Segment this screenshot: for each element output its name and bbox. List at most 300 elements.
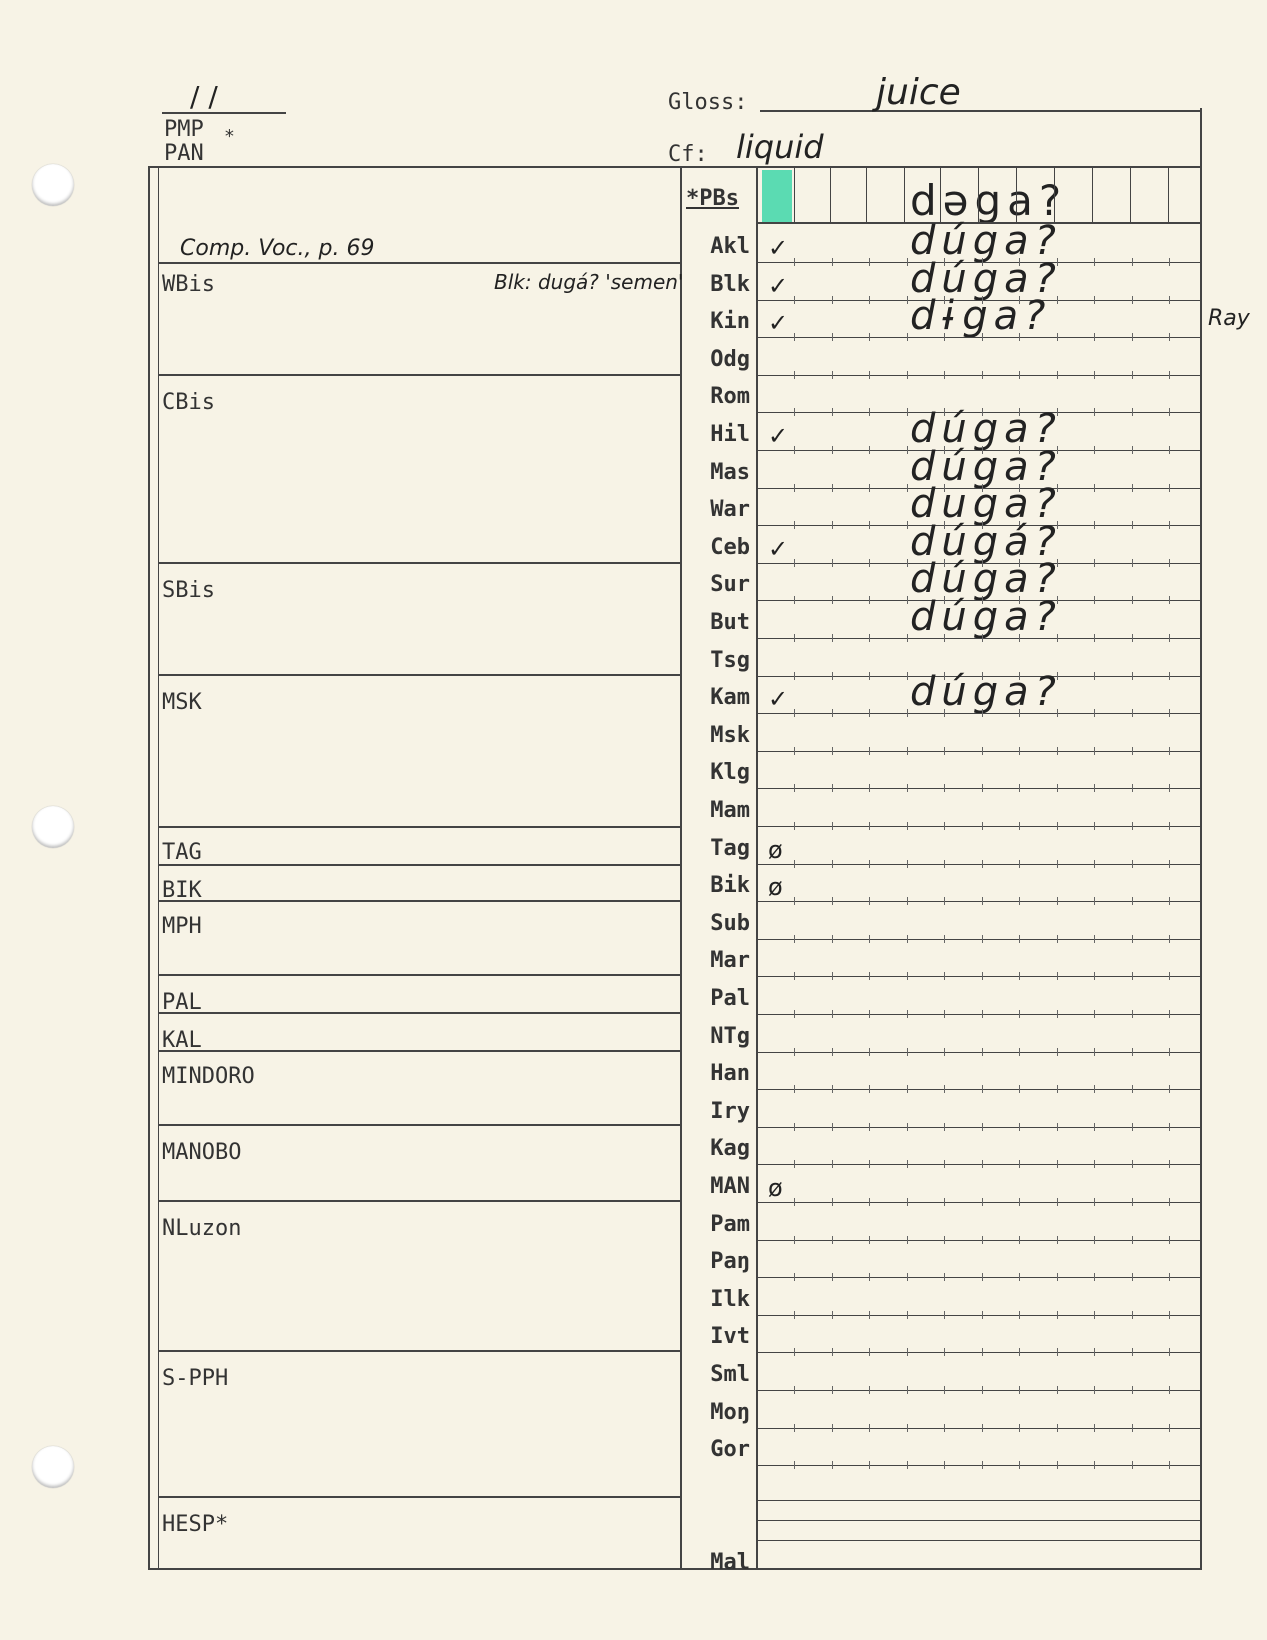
row-tick (869, 371, 870, 379)
row-tick (869, 935, 870, 943)
row-tick (869, 1273, 870, 1281)
row-tick (832, 784, 833, 792)
row-tick (832, 1348, 833, 1356)
row-tick (907, 258, 908, 266)
row-tick (944, 709, 945, 717)
row-tick (1094, 709, 1095, 717)
region-label: TAG (162, 840, 202, 865)
row-tick (1094, 1461, 1095, 1469)
row-tick (794, 972, 795, 980)
center-divider (680, 166, 682, 1570)
row-tick (982, 1424, 983, 1432)
row-tick (832, 860, 833, 868)
row-tick (832, 258, 833, 266)
cell-divider (866, 166, 867, 222)
row-tick (832, 371, 833, 379)
row-line (756, 1014, 1202, 1015)
row-tick (1094, 1386, 1095, 1394)
row-tick (869, 897, 870, 905)
row-line (756, 713, 1202, 714)
row-tick (869, 1386, 870, 1394)
row-tick (832, 897, 833, 905)
row-tick (907, 371, 908, 379)
row-line (756, 1127, 1202, 1128)
row-tick (1019, 747, 1020, 755)
row-tick (869, 521, 870, 529)
row-tick (1169, 484, 1170, 492)
row-tick (907, 559, 908, 567)
row-tick (1132, 897, 1133, 905)
row-tick (907, 1386, 908, 1394)
row-tick (982, 897, 983, 905)
row-line (756, 1277, 1202, 1278)
row-tick (1169, 333, 1170, 341)
row-tick (1019, 1461, 1020, 1469)
row-tick (794, 446, 795, 454)
row-tick (982, 634, 983, 642)
language-code: Tag (710, 835, 750, 861)
wbis-note: Blk: dugá? 'semen' (494, 270, 684, 294)
row-tick (944, 371, 945, 379)
row-tick (944, 747, 945, 755)
row-tick (907, 408, 908, 416)
row-tick (1132, 333, 1133, 341)
row-tick (907, 897, 908, 905)
row-tick (1094, 747, 1095, 755)
row-tick (1057, 972, 1058, 980)
row-tick (982, 1010, 983, 1018)
row-tick (794, 333, 795, 341)
row-tick (1057, 1048, 1058, 1056)
language-code: Kag (710, 1136, 750, 1162)
row-tick (944, 333, 945, 341)
region-label: HESP* (162, 1512, 229, 1537)
row-tick (944, 897, 945, 905)
row-tick (944, 1085, 945, 1093)
row-tick (907, 1461, 908, 1469)
region-divider (158, 900, 680, 902)
row-tick (1094, 258, 1095, 266)
row-tick (1019, 1386, 1020, 1394)
row-tick (907, 1123, 908, 1131)
row-tick (869, 747, 870, 755)
row-tick (1094, 1085, 1095, 1093)
row-line (756, 901, 1202, 902)
language-form: dúga? (910, 443, 1062, 490)
row-tick (1057, 935, 1058, 943)
language-code: MAN (710, 1174, 750, 1199)
row-line (756, 1240, 1202, 1241)
row-tick (1132, 747, 1133, 755)
row-tick (794, 634, 795, 642)
row-tick (832, 709, 833, 717)
row-tick (1094, 333, 1095, 341)
cell-divider (904, 166, 905, 222)
region-divider (158, 562, 680, 564)
cell-divider (1130, 166, 1131, 222)
row-tick (1169, 258, 1170, 266)
row-line (756, 1540, 1202, 1541)
row-tick (1169, 1236, 1170, 1244)
row-tick (832, 935, 833, 943)
row-tick (1019, 1311, 1020, 1319)
language-mark: ✓ (768, 309, 789, 338)
row-tick (982, 1198, 983, 1206)
language-form: dúgá? (910, 518, 1062, 565)
row-tick (869, 822, 870, 830)
language-code: Ilk (710, 1286, 750, 1312)
row-tick (869, 1348, 870, 1356)
row-line (756, 1465, 1202, 1466)
row-tick (982, 1311, 983, 1319)
row-tick (907, 596, 908, 604)
row-tick (832, 672, 833, 680)
row-tick (869, 709, 870, 717)
row-tick (1094, 484, 1095, 492)
row-tick (1094, 822, 1095, 830)
row-tick (1132, 1236, 1133, 1244)
row-tick (1132, 1461, 1133, 1469)
row-tick (794, 747, 795, 755)
language-code: Paŋ (710, 1249, 750, 1275)
row-tick (944, 1123, 945, 1131)
row-tick (1132, 1311, 1133, 1319)
row-tick (832, 521, 833, 529)
row-tick (832, 1048, 833, 1056)
row-tick (832, 296, 833, 304)
row-tick (1057, 1348, 1058, 1356)
region-label: MINDORO (162, 1064, 255, 1089)
row-tick (1094, 1424, 1095, 1432)
row-tick (1019, 1160, 1020, 1168)
row-tick (1169, 446, 1170, 454)
row-tick (982, 1236, 983, 1244)
row-tick (869, 972, 870, 980)
row-tick (907, 296, 908, 304)
row-tick (1094, 1348, 1095, 1356)
row-tick (794, 1048, 795, 1056)
row-tick (1019, 1348, 1020, 1356)
row-tick (832, 1160, 833, 1168)
row-tick (1169, 747, 1170, 755)
row-tick (1132, 484, 1133, 492)
pan-label: PAN (164, 141, 204, 166)
row-tick (1132, 296, 1133, 304)
row-tick (944, 935, 945, 943)
row-line (756, 751, 1202, 752)
region-divider (158, 1350, 680, 1352)
language-code: Han (710, 1061, 750, 1087)
row-tick (794, 897, 795, 905)
row-tick (907, 446, 908, 454)
row-tick (907, 1348, 908, 1356)
language-mark: ✓ (768, 234, 789, 262)
row-tick (1019, 860, 1020, 868)
reference-note: Comp. Voc., p. 69 (180, 236, 375, 261)
language-mark: ø (768, 835, 783, 864)
row-line (756, 1428, 1202, 1429)
row-tick (982, 822, 983, 830)
language-code: Blk (710, 271, 750, 297)
row-tick (1094, 784, 1095, 792)
region-label: MSK (162, 690, 202, 715)
row-tick (1132, 1048, 1133, 1056)
row-tick (869, 333, 870, 341)
row-tick (1094, 596, 1095, 604)
row-tick (1094, 1311, 1095, 1319)
row-tick (982, 1160, 983, 1168)
row-tick (944, 972, 945, 980)
row-tick (1169, 1461, 1170, 1469)
row-tick (907, 1048, 908, 1056)
row-tick (832, 747, 833, 755)
row-tick (794, 296, 795, 304)
language-code: Klg (710, 760, 750, 786)
row-tick (907, 484, 908, 492)
row-tick (944, 1348, 945, 1356)
row-tick (1169, 897, 1170, 905)
row-tick (907, 1198, 908, 1206)
row-tick (869, 672, 870, 680)
row-tick (832, 408, 833, 416)
language-form: dúga? (910, 556, 1062, 603)
row-tick (869, 408, 870, 416)
row-tick (832, 484, 833, 492)
cell-divider (1016, 166, 1017, 222)
row-tick (1094, 446, 1095, 454)
region-divider (158, 1200, 680, 1202)
row-tick (1057, 1123, 1058, 1131)
row-tick (907, 822, 908, 830)
row-line (756, 826, 1202, 827)
row-line (756, 864, 1202, 865)
row-tick (907, 1160, 908, 1168)
row-tick (832, 1386, 833, 1394)
row-line (756, 1052, 1202, 1053)
row-tick (1094, 1236, 1095, 1244)
row-tick (1132, 709, 1133, 717)
row-tick (869, 596, 870, 604)
row-tick (982, 1461, 983, 1469)
row-tick (1094, 672, 1095, 680)
row-tick (794, 371, 795, 379)
row-tick (1132, 1198, 1133, 1206)
left-border (148, 166, 150, 1570)
language-code: Ivt (710, 1324, 750, 1350)
language-code: NTg (710, 1023, 750, 1049)
language-code: Ceb (710, 534, 750, 560)
row-tick (1132, 596, 1133, 604)
cell-divider (978, 166, 979, 222)
row-tick (1057, 371, 1058, 379)
row-tick (869, 1048, 870, 1056)
row-tick (1169, 634, 1170, 642)
region-divider (158, 974, 680, 976)
cell-divider (1092, 166, 1093, 222)
row-tick (1094, 860, 1095, 868)
right-border (1200, 108, 1202, 1570)
row-tick (944, 860, 945, 868)
row-tick (982, 747, 983, 755)
language-form: dúga? (910, 669, 1062, 716)
language-code: Pam (710, 1211, 750, 1237)
row-tick (1132, 258, 1133, 266)
gloss-value: juice (876, 72, 961, 113)
row-tick (1019, 709, 1020, 717)
region-label: S-PPH (162, 1366, 229, 1391)
row-tick (794, 1123, 795, 1131)
side-note: Ray (1208, 306, 1250, 331)
row-line (756, 1500, 1202, 1501)
gloss-underline (760, 110, 1200, 112)
row-tick (794, 1424, 795, 1432)
region-label: KAL (162, 1028, 202, 1053)
region-label: MANOBO (162, 1140, 242, 1165)
row-tick (1094, 408, 1095, 416)
row-tick (869, 1424, 870, 1432)
row-line (756, 939, 1202, 940)
row-tick (794, 258, 795, 266)
row-tick (1169, 1424, 1170, 1432)
row-tick (1094, 972, 1095, 980)
row-tick (1132, 1123, 1133, 1131)
row-tick (1169, 1311, 1170, 1319)
region-divider (158, 374, 680, 376)
row-tick (1094, 634, 1095, 642)
row-tick (832, 596, 833, 604)
row-tick (1169, 709, 1170, 717)
row-tick (1019, 897, 1020, 905)
row-tick (907, 747, 908, 755)
row-tick (1132, 634, 1133, 642)
row-tick (982, 333, 983, 341)
row-tick (944, 822, 945, 830)
punch-hole (32, 806, 74, 848)
row-tick (1019, 1048, 1020, 1056)
row-tick (982, 371, 983, 379)
row-tick (794, 709, 795, 717)
row-tick (1019, 784, 1020, 792)
row-line (756, 976, 1202, 977)
row-tick (907, 784, 908, 792)
row-tick (944, 1424, 945, 1432)
row-tick (982, 972, 983, 980)
row-tick (907, 860, 908, 868)
row-tick (869, 1461, 870, 1469)
language-code: Pal (710, 986, 750, 1011)
row-tick (1094, 296, 1095, 304)
row-tick (1169, 860, 1170, 868)
row-line (756, 1520, 1202, 1521)
language-code: Moŋ (710, 1399, 750, 1425)
row-tick (794, 1160, 795, 1168)
row-tick (1169, 521, 1170, 529)
language-code: Msk (710, 722, 750, 748)
language-code: But (710, 610, 750, 635)
region-label: MPH (162, 914, 202, 939)
row-tick (832, 1236, 833, 1244)
row-tick (832, 559, 833, 567)
proto-label: *PBs (686, 186, 739, 211)
cell-divider (794, 166, 795, 222)
row-tick (1132, 521, 1133, 529)
row-tick (982, 1386, 983, 1394)
row-tick (832, 446, 833, 454)
row-tick (1132, 559, 1133, 567)
row-tick (832, 1311, 833, 1319)
row-line (756, 638, 1202, 639)
row-tick (1057, 784, 1058, 792)
row-tick (1132, 1160, 1133, 1168)
row-tick (907, 1311, 908, 1319)
row-tick (1094, 1273, 1095, 1281)
row-tick (832, 1085, 833, 1093)
row-tick (1057, 296, 1058, 304)
row-tick (794, 935, 795, 943)
row-tick (869, 559, 870, 567)
row-tick (907, 521, 908, 529)
row-tick (1057, 860, 1058, 868)
row-tick (1132, 1348, 1133, 1356)
language-code: Hil (710, 422, 750, 447)
row-tick (1132, 1424, 1133, 1432)
row-tick (1169, 972, 1170, 980)
row-tick (832, 1273, 833, 1281)
row-tick (944, 1236, 945, 1244)
region-divider (158, 1012, 680, 1014)
row-tick (1169, 1273, 1170, 1281)
row-tick (944, 1048, 945, 1056)
row-tick (982, 935, 983, 943)
row-tick (907, 333, 908, 341)
row-tick (907, 1010, 908, 1018)
row-tick (1094, 935, 1095, 943)
language-code: Rom (710, 384, 750, 410)
language-code: Kam (710, 685, 750, 711)
row-tick (944, 1311, 945, 1319)
row-tick (1057, 747, 1058, 755)
region-label: NLuzon (162, 1216, 242, 1241)
row-line (756, 1202, 1202, 1203)
language-code: Mas (710, 459, 750, 485)
language-form: dúga? (910, 406, 1062, 452)
language-code: Sur (710, 572, 750, 598)
row-tick (794, 521, 795, 529)
language-code: War (710, 497, 750, 523)
row-tick (869, 1311, 870, 1319)
cell-divider (1054, 166, 1055, 222)
row-tick (832, 634, 833, 642)
row-tick (1057, 1386, 1058, 1394)
row-tick (869, 446, 870, 454)
row-tick (1169, 784, 1170, 792)
bottom-border (148, 1568, 1202, 1570)
row-tick (794, 1348, 795, 1356)
row-tick (944, 1160, 945, 1168)
row-tick (794, 484, 795, 492)
code-column-divider (756, 166, 758, 1570)
row-tick (832, 1424, 833, 1432)
row-tick (794, 559, 795, 567)
row-tick (869, 258, 870, 266)
language-mark: ø (768, 1174, 783, 1202)
row-tick (907, 1085, 908, 1093)
row-tick (794, 672, 795, 680)
row-tick (832, 822, 833, 830)
row-tick (982, 784, 983, 792)
row-tick (1057, 1461, 1058, 1469)
cf-label: Cf: (668, 142, 708, 167)
